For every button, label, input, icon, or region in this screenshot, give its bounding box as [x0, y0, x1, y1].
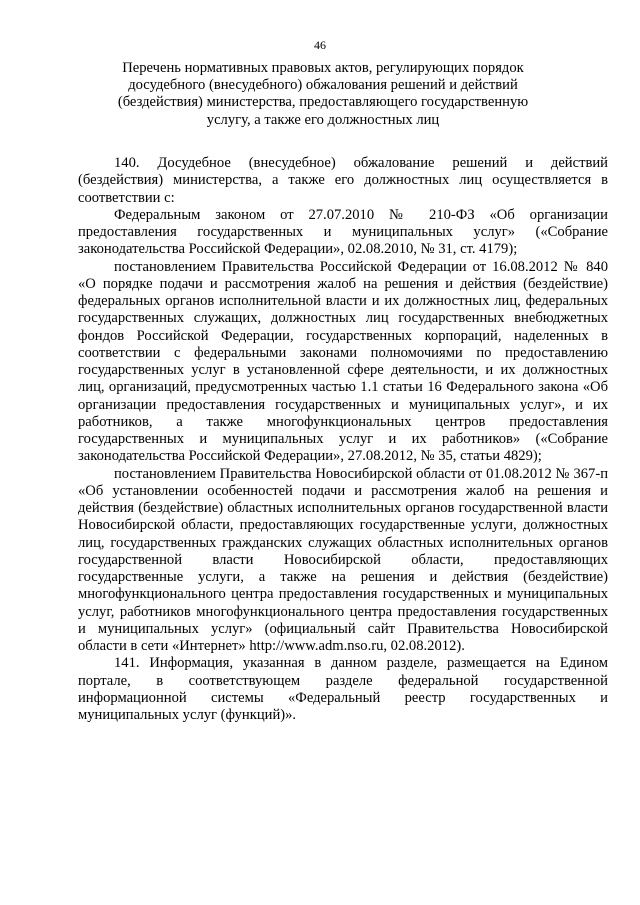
- paragraph-federal-law: Федеральным законом от 27.07.2010 № 210-ФЗ «Об организации предоставления государственных и муниципальных услуг» («Собрание законодательства Российской Федерации», 02.08.2010, № 31, ст. 4179);: [78, 206, 608, 258]
- paragraph-rf-resolution: постановлением Правительства Российской Федерации от 16.08.2012 № 840 «О порядке подачи и рассмотрения жалоб на решения и действия (бездействие) федеральных органов исполнительной власти и их должностных лиц, федеральных государственных служащих, должностных лиц государственных внебюджетных фондов Российской Федерации, государственных корпораций, наделенных в соответствии с федеральными законами полномочиями по предоставлению государственных услуг в установленной сфере деятельности, и их должностных лиц, организаций, предусмотренных частью 1.1 статьи 16 Федерального закона «Об организации предоставления государственных и муниципальных услуг», и их работников, а также многофункциональных центров предоставления государственных и муниципальных услуг и их работников» («Собрание законодательства Российской Федерации», 27.08.2012, № 35, статьи 4829);: [78, 258, 608, 465]
- paragraph-141: 141. Информация, указанная в данном разделе, размещается на Едином портале, в соответствующем разделе федеральной государственной информационной системы «Федеральный реестр государственных и муниципальных услуг (функций)».: [78, 655, 608, 723]
- page-number: 46: [314, 38, 326, 52]
- paragraph-nso-resolution: постановлением Правительства Новосибирской области от 01.08.2012 № 367-п «Об установлении особенностей подачи и рассмотрения жалоб на решения и действия (бездействие) областных исполнительных органов государственной власти Новосибирской области, предоставляющих государственные услуги, должностных лиц, государственных гражданских служащих областных исполнительных органов государственной власти Новосибирской области, предоставляющих государственные услуги, а также на решения и действия (бездействие) многофункционального центра предоставления государственных и муниципальных услуг, работников многофункционального центра предоставления государственных и муниципальных услуг» (официальный сайт Правительства Новосибирской области в сети «Интернет» http://www.adm.nso.ru, 02.08.2012).: [78, 465, 608, 654]
- paragraph-140: 140. Досудебное (внесудебное) обжалование решений и действий (бездействия) министерства, а также его должностных лиц осуществляется в соответствии с:: [78, 155, 608, 206]
- title-line: (бездействия) министерства, предоставляющего государственную: [117, 94, 529, 111]
- section-title: [110, 60, 536, 129]
- title-line: услугу, а также его должностных лиц: [206, 111, 440, 128]
- title-line: Перечень нормативных правовых актов, регулирующих порядок: [122, 60, 524, 76]
- body-text: [78, 155, 608, 724]
- title-line: досудебного (внесудебного) обжалования решений и действий: [128, 77, 518, 94]
